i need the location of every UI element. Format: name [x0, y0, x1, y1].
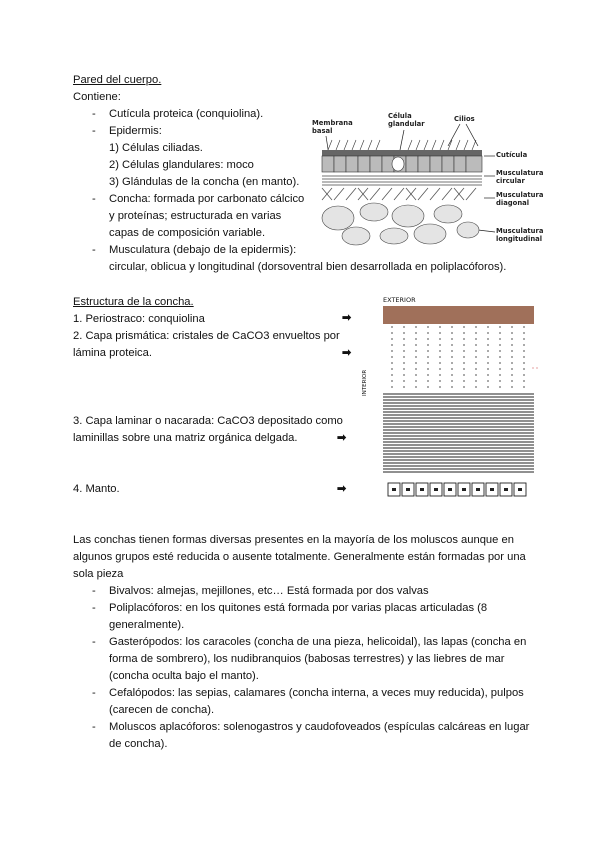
shell-layer-1: 1. Periostraco: conquiolina [73, 313, 205, 325]
bullet-gasteropodos-cont-2: (concha oculta bajo el manto). [109, 670, 259, 682]
arrow-right-icon: ➡ [337, 432, 347, 444]
section-title-pared: Pared del cuerpo. [73, 74, 162, 86]
shell-layer-2-cont: lámina proteica. [73, 347, 152, 359]
bullet-dash: - [92, 636, 96, 648]
item-musculatura-2: circular, oblicua y longitudinal (dorsoventral bien desarrollada en poliplacóforos). [109, 261, 507, 273]
intro-line-1: Las conchas tienen formas diversas presentes en la mayoría de los moluscos aunque en [73, 534, 514, 546]
bullet-dash: - [92, 721, 96, 733]
label-musc-diagonal: Musculatura diagonal [496, 191, 544, 207]
bullet-aplacoforos-cont: de concha). [109, 738, 168, 750]
label-membrana-basal: Membrana basal [312, 119, 353, 135]
bullet-dash: - [92, 687, 96, 699]
label-exterior: EXTERIOR [383, 296, 416, 304]
shell-structure-drawing [380, 304, 540, 504]
body-wall-drawing [308, 106, 548, 252]
bullet-dash: - [92, 193, 96, 205]
shell-layer-4: 4. Manto. [73, 483, 120, 495]
bullet-dash: - [92, 125, 96, 137]
label-interior: INTERIOR [362, 369, 368, 396]
section-title-concha: Estructura de la concha. [73, 296, 194, 308]
intro-line-3: sola pieza [73, 568, 124, 580]
item-musculatura-1: Musculatura (debajo de la epidermis): [109, 244, 297, 256]
label-celula-glandular: Célula glandular [388, 112, 425, 128]
contiene-label: Contiene: [73, 91, 121, 103]
label-cilios: Cilios [454, 115, 475, 123]
item-glandulares: 2) Células glandulares: moco [109, 159, 254, 171]
bullet-dash: - [92, 108, 96, 120]
bullet-cefalopodos: Cefalópodos: las sepias, calamares (concha interna, a veces muy reducida), pulpos [109, 687, 524, 699]
bullet-gasteropodos-cont-1: forma de sombrero), los nudibranquios (babosas terrestres) y las liebres de mar [109, 653, 505, 665]
item-cuticula: Cutícula proteica (conquiolina). [109, 108, 264, 120]
item-concha-2: y proteínas; estructurada en varias [109, 210, 282, 222]
bullet-dash: - [92, 585, 96, 597]
label-cuticula: Cutícula [496, 151, 528, 159]
item-concha-3: capas de composición variable. [109, 227, 266, 239]
item-concha-1: Concha: formada por carbonato cálcico [109, 193, 305, 205]
item-ciliadas: 1) Células ciliadas. [109, 142, 203, 154]
arrow-right-icon: ➡ [337, 483, 347, 495]
shell-layer-2: 2. Capa prismática: cristales de CaCO3 envueltos por [73, 330, 340, 342]
bullet-bivalvos: Bivalvos: almejas, mejillones, etc… Está formada por dos valvas [109, 585, 429, 597]
bullet-cefalopodos-cont: (carecen de concha). [109, 704, 215, 716]
item-glandulas-concha: 3) Glándulas de la concha (en manto). [109, 176, 300, 188]
label-musc-circular: Musculatura circular [496, 169, 544, 185]
label-musc-longitudinal: Musculatura longitudinal [496, 227, 544, 243]
bullet-aplacoforos: Moluscos aplacóforos: solenogastros y caudofoveados (espículas calcáreas en lugar [109, 721, 530, 733]
bullet-poliplacoforos: Poliplacóforos: en los quitones está formada por varias placas articuladas (8 [109, 602, 488, 614]
item-epidermis: Epidermis: [109, 125, 162, 137]
bullet-dash: - [92, 244, 96, 256]
arrow-right-icon: ➡ [342, 312, 352, 324]
bullet-gasteropodos: Gasterópodos: los caracoles (concha de una pieza, helicoidal), las lapas (concha en [109, 636, 527, 648]
body-wall-figure [308, 106, 548, 252]
shell-layer-3: 3. Capa laminar o nacarada: CaCO3 depositado como [73, 415, 343, 427]
arrow-right-icon: ➡ [342, 347, 352, 359]
shell-layer-3-cont: laminillas sobre una matriz orgánica delgada. [73, 432, 298, 444]
bullet-poliplacoforos-cont: generalmente). [109, 619, 185, 631]
bullet-dash: - [92, 602, 96, 614]
intro-line-2: algunos grupos esté reducida o ausente totalmente. Generalmente están formadas por una [73, 551, 526, 563]
